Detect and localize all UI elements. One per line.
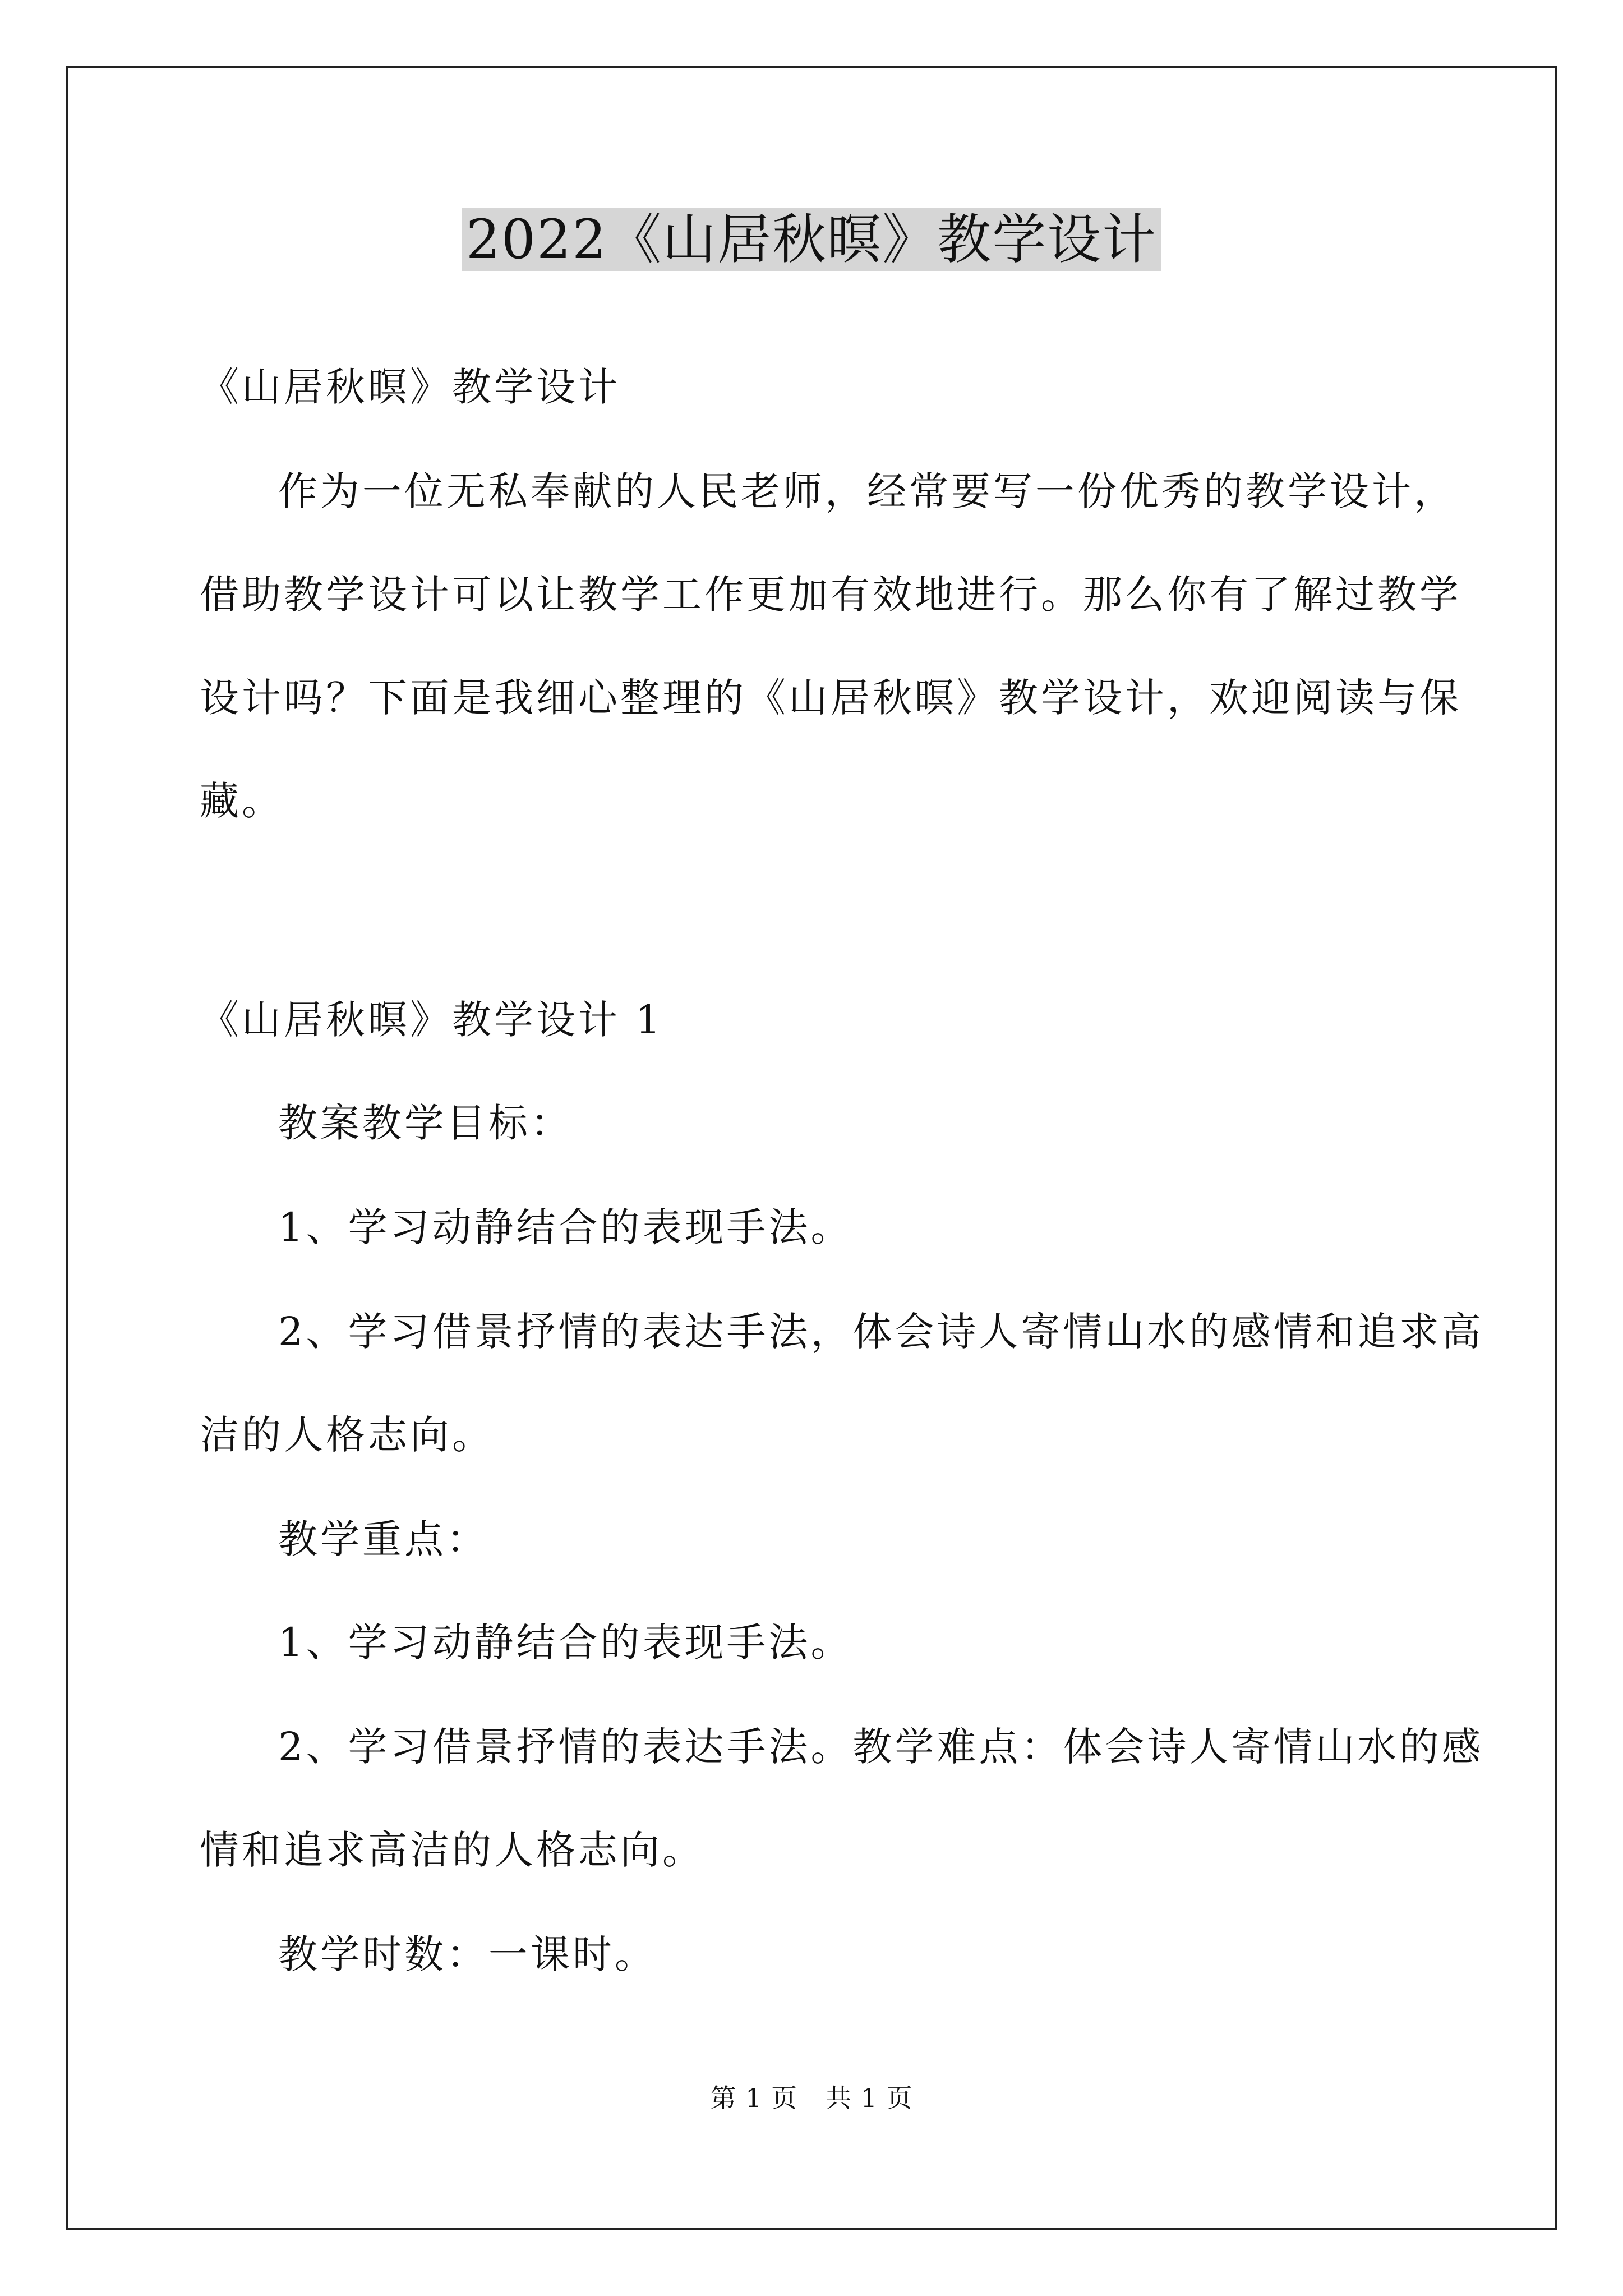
intro-line-1: 作为一位无私奉献的人民老师，经常要写一份优秀的教学设计，: [278, 468, 1456, 514]
intro-line-2: 借助教学设计可以让教学工作更加有效地进行。那么你有了解过教学: [200, 572, 1461, 618]
key-point-item-1: 1、学习动静结合的表现手法。: [278, 1619, 853, 1665]
page-number-total: 共 1 页: [826, 2083, 913, 2113]
objective-item-2-cont: 洁的人格志向。: [200, 1412, 494, 1458]
key-point-item-2-cont: 情和追求高洁的人格志向。: [200, 1827, 704, 1873]
section-heading: 《山居秋暝》教学设计 1: [200, 997, 663, 1043]
key-point-item-2: 2、学习借景抒情的表达手法。教学难点：体会诗人寄情山水的感: [278, 1724, 1484, 1770]
intro-line-3: 设计吗？下面是我细心整理的《山居秋暝》教学设计，欢迎阅读与保: [200, 675, 1461, 721]
page-footer: [0, 2081, 1623, 2115]
key-points-heading: 教学重点：: [278, 1516, 488, 1562]
objective-item-1: 1、学习动静结合的表现手法。: [278, 1204, 853, 1250]
document-title-text: 2022《山居秋暝》教学设计: [462, 208, 1161, 271]
page-number-current: 第 1 页: [710, 2083, 797, 2113]
document-title: [0, 203, 1623, 276]
teaching-hours: 教学时数：一课时。: [278, 1931, 657, 1977]
objective-item-2: 2、学习借景抒情的表达手法，体会诗人寄情山水的感情和追求高: [278, 1309, 1484, 1355]
subtitle-paragraph: 《山居秋暝》教学设计: [200, 364, 620, 410]
objectives-heading: 教案教学目标：: [278, 1100, 573, 1146]
intro-line-4: 藏。: [200, 778, 284, 824]
